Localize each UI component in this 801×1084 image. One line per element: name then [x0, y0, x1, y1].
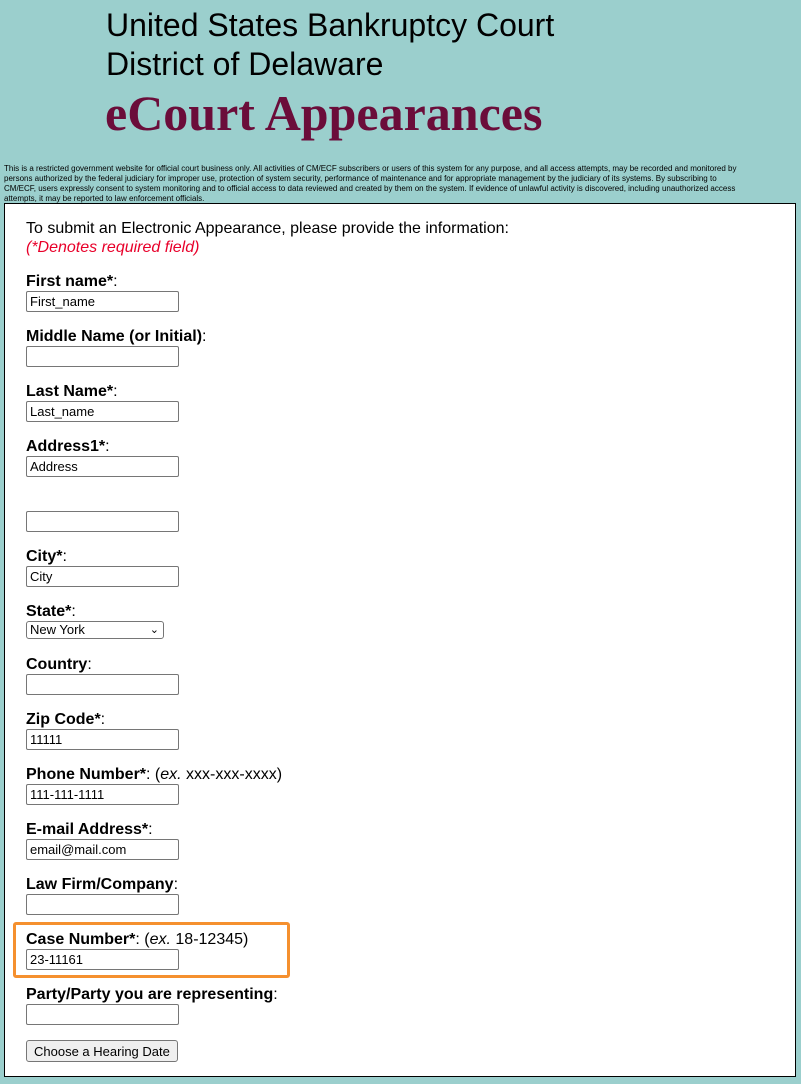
phone-hint-prefix: ex.	[160, 766, 182, 783]
last-name-label: Last Name*	[26, 383, 114, 400]
state-select[interactable]	[26, 621, 164, 639]
address2-field	[26, 511, 179, 532]
form-intro: To submit an Electronic Appearance, please provide the information:	[26, 220, 509, 237]
party-label: Party/Party you are representing	[26, 986, 274, 1003]
first-name-label: First name*	[26, 273, 114, 290]
city-input[interactable]	[26, 566, 179, 587]
state-label: State*	[26, 603, 72, 620]
phone-field: Phone Number*: (ex. xxx-xxx-xxxx) 111-111-1111	[26, 765, 282, 805]
party-input[interactable]	[26, 1004, 179, 1025]
appearance-form	[4, 203, 796, 1077]
address1-input[interactable]	[26, 456, 179, 477]
email-field: E-mail Address*: email@mail.com	[26, 820, 179, 860]
middle-name-field: Middle Name (or Initial):	[26, 327, 206, 367]
case-number-input[interactable]	[26, 949, 179, 970]
address1-label: Address1*	[26, 438, 106, 455]
app-title: eCourt Appearances	[105, 85, 543, 141]
state-selected-value: New York	[30, 622, 85, 637]
phone-hint: xxx-xxx-xxxx	[186, 766, 277, 783]
court-district: District of Delaware	[106, 46, 384, 82]
country-label: Country	[26, 656, 88, 673]
phone-label: Phone Number*	[26, 766, 147, 783]
court-name: United States Bankruptcy Court	[106, 7, 555, 43]
country-field: Country:	[26, 655, 179, 695]
case-number-hint: 18-12345	[175, 931, 244, 948]
last-name-field: Last Name*: Last_name	[26, 382, 179, 422]
chevron-down-icon: ⌄	[149, 624, 159, 636]
required-field-note: (*Denotes required field)	[26, 239, 200, 256]
state-field: State*: New York ⌄	[26, 602, 164, 639]
email-input[interactable]	[26, 839, 179, 860]
party-field: Party/Party you are representing:	[26, 985, 278, 1025]
last-name-input[interactable]	[26, 401, 179, 422]
zip-input[interactable]	[26, 729, 179, 750]
middle-name-input[interactable]	[26, 346, 179, 367]
middle-name-label: Middle Name (or Initial)	[26, 328, 203, 345]
zip-label: Zip Code*	[26, 711, 101, 728]
security-disclaimer: This is a restricted government website for official court business only. All activities of CM/ECF subscribers or users of this system for any purpose, and all access attempts, may be recorded and monitored by persons authorized by the federal judiciary for improper use, protection of system security, performance of maintenance and for appropriate management by the judiciary of its systems. By subscribing to CM/ECF, users expressly consent to system monitoring and to official access to data reviewed and created by them on the system. If evidence of unlawful activity is discovered, including unauthorized access attempts, it may be reported to law enforcement officials.	[4, 164, 737, 203]
law-firm-input[interactable]	[26, 894, 179, 915]
case-number-field: Case Number*: (ex. 18-12345) 23-11161	[26, 930, 248, 970]
address1-field: Address1*: Address	[26, 437, 179, 477]
case-number-hint-prefix: ex.	[149, 931, 171, 948]
case-number-label: Case Number*	[26, 931, 136, 948]
city-label: City*	[26, 548, 63, 565]
choose-hearing-date-button[interactable]: Choose a Hearing Date	[26, 1040, 178, 1062]
email-label: E-mail Address*	[26, 821, 149, 838]
law-firm-field: Law Firm/Company:	[26, 875, 179, 915]
first-name-input[interactable]	[26, 291, 179, 312]
page-header	[0, 0, 801, 162]
first-name-field: First name*: First_name	[26, 272, 179, 312]
phone-input[interactable]	[26, 784, 179, 805]
city-field: City*: City	[26, 547, 179, 587]
zip-field: Zip Code*: 11111	[26, 710, 179, 750]
country-input[interactable]	[26, 674, 179, 695]
law-firm-label: Law Firm/Company	[26, 876, 174, 893]
address2-input[interactable]	[26, 511, 179, 532]
